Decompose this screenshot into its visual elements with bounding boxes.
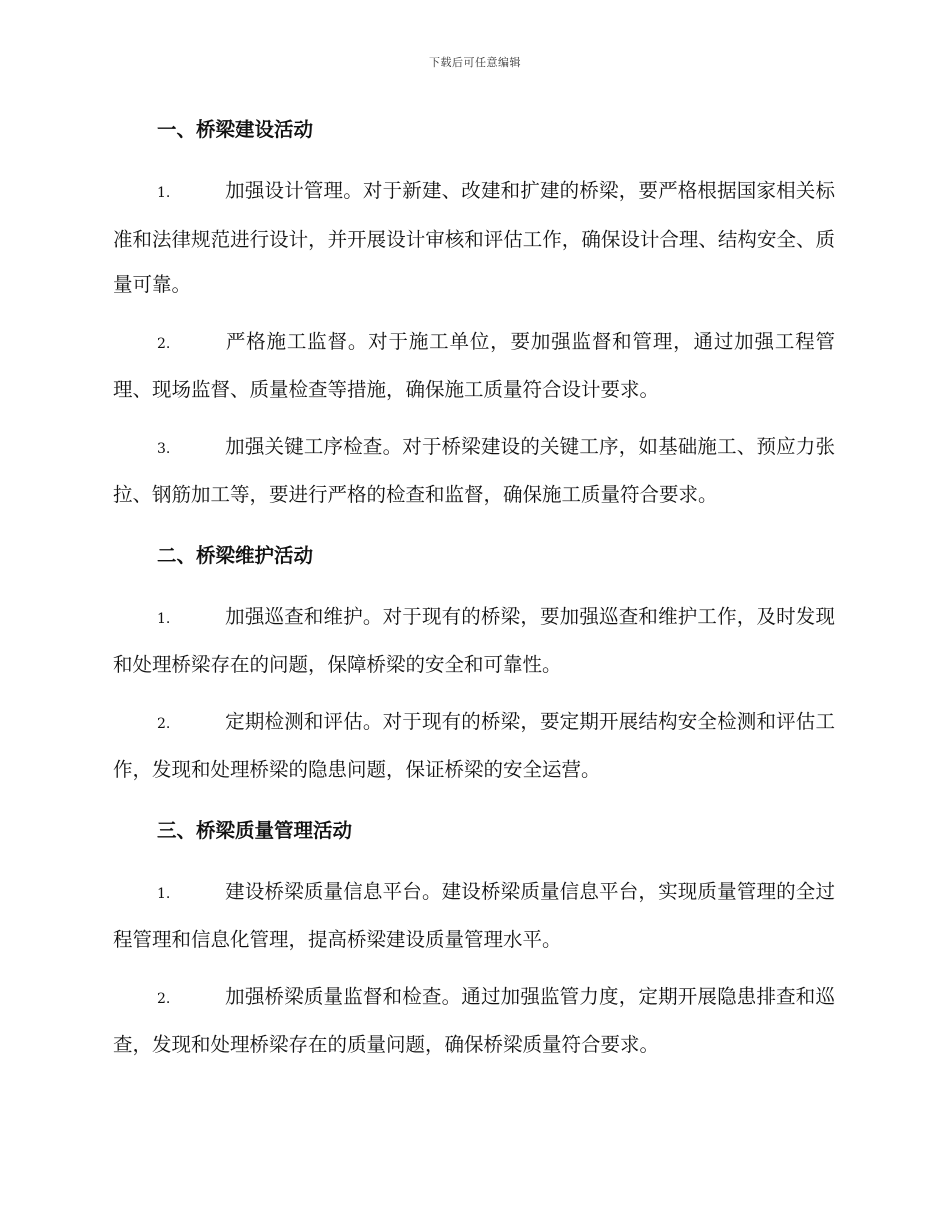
list-item	[113, 594, 835, 688]
section-heading: 三、桥梁质量管理活动	[157, 818, 353, 842]
item-text: 定期检测和评估。对于现有的桥梁，要定期开展结构安全检测和评估工作，发现和处理桥梁的隐患问题，保证桥梁的安全运营。	[113, 709, 835, 781]
section-heading: 一、桥梁建设活动	[157, 118, 314, 141]
item-text: 建设桥梁质量信息平台。建设桥梁质量信息平台，实现质量管理的全过程管理和信息化管理，提高桥梁建设质量管理水平。	[113, 879, 835, 951]
item-text: 加强巡查和维护。对于现有的桥梁，要加强巡查和维护工作，及时发现和处理桥梁存在的问题，保障桥梁的安全和可靠性。	[113, 604, 835, 676]
item-text: 加强桥梁质量监督和检查。通过加强监管力度，定期开展隐患排查和巡查，发现和处理桥梁存在的质量问题，确保桥梁质量符合要求。	[113, 984, 835, 1056]
item-number: 2.	[157, 715, 171, 732]
item-number: 2.	[157, 335, 171, 352]
list-item	[113, 974, 835, 1068]
item-number: 2.	[157, 990, 171, 1007]
list-item	[113, 168, 835, 308]
header-note: 下载后可任意编辑	[429, 56, 521, 69]
section-heading: 二、桥梁维护活动	[157, 543, 314, 567]
item-number: 1.	[157, 885, 171, 902]
item-text: 严格施工监督。对于施工单位，要加强监督和管理，通过加强工程管理、现场监督、质量检查等措施，确保施工质量符合设计要求。	[113, 329, 835, 401]
list-item	[113, 424, 835, 518]
item-number: 1.	[157, 185, 171, 201]
item-number: 1.	[157, 610, 171, 627]
document-body	[113, 112, 835, 1068]
list-item	[113, 319, 835, 413]
list-item	[113, 869, 835, 963]
list-item	[113, 699, 835, 793]
item-text: 加强关键工序检查。对于桥梁建设的关键工序，如基础施工、预应力张拉、钢筋加工等，要进行严格的检查和监督，确保施工质量符合要求。	[113, 434, 835, 506]
item-text: 加强设计管理。对于新建、改建和扩建的桥梁，要严格根据国家相关标准和法律规范进行设计，并开展设计审核和评估工作，确保设计合理、结构安全、质量可靠。	[113, 179, 835, 296]
item-number: 3.	[157, 440, 171, 457]
